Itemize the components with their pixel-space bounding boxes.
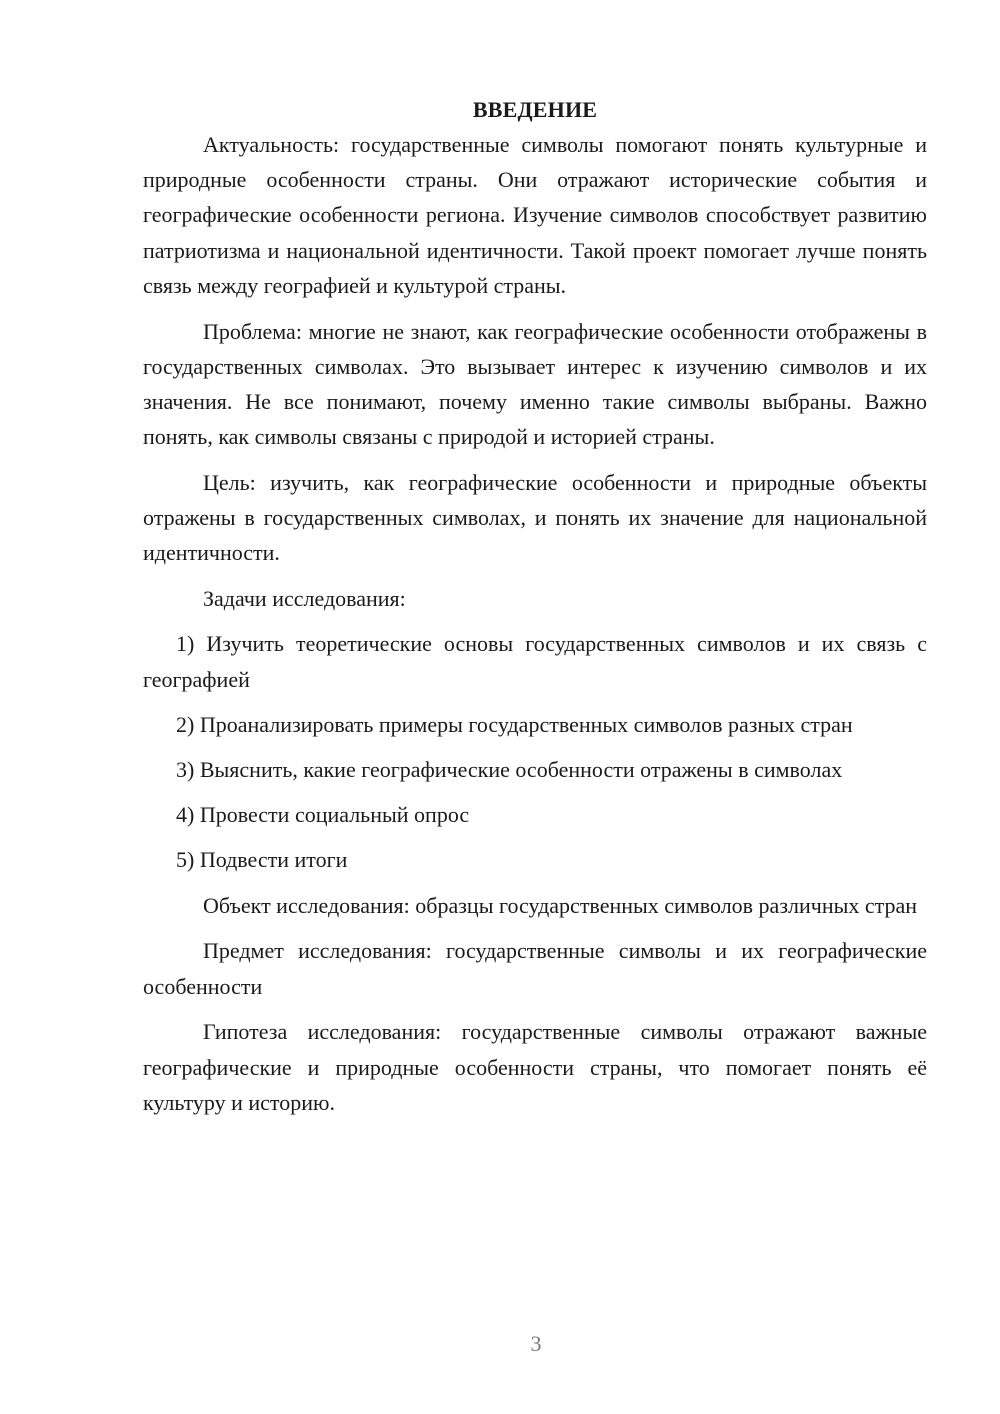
- paragraph-relevance: Актуальность: государственные символы помогают понять культурные и природные особенности страны. Они отражают исторические события и географические особенности региона. Изучение символов способствует развитию патриотизма и национальной идентичности. Такой проект помогает лучше понять связь между географией и культурой страны.: [143, 132, 927, 298]
- task-item-1: 1) Изучить теоретические основы государственных символов и их связь с географией: [143, 631, 927, 692]
- page-number: 3: [530, 1331, 542, 1356]
- page-title: ВВЕДЕНИЕ: [472, 97, 598, 122]
- page-content: [143, 92, 927, 1131]
- paragraph-subject: Предмет исследования: государственные символы и их географические особенности: [143, 938, 927, 999]
- task-item-2: 2) Проанализировать примеры государственных символов разных стран: [176, 711, 853, 737]
- paragraph-problem: Проблема: многие не знают, как географические особенности отображены в государственных символах. Это вызывает интерес к изучению символов и их значения. Не все понимают, почему именно такие символы выбраны. Важно понять, как символы связаны с природой и историей страны.: [143, 318, 927, 450]
- paragraph-hypothesis: Гипотеза исследования: государственные символы отражают важные географические и природные особенности страны, что помогает понять её культуру и историю.: [143, 1019, 927, 1115]
- task-item-4: 4) Провести социальный опрос: [176, 802, 470, 828]
- tasks-heading: Задачи исследования:: [203, 586, 406, 612]
- paragraph-object: Объект исследования: образцы государственных символов различных стран: [203, 892, 918, 918]
- paragraph-goal: Цель: изучить, как географические особенности и природные объекты отражены в государственных символах, и понять их значение для национальной идентичности.: [143, 470, 927, 566]
- task-item-3: 3) Выяснить, какие географические особенности отражены в символах: [176, 757, 843, 783]
- task-item-5: 5) Подвести итоги: [176, 847, 348, 873]
